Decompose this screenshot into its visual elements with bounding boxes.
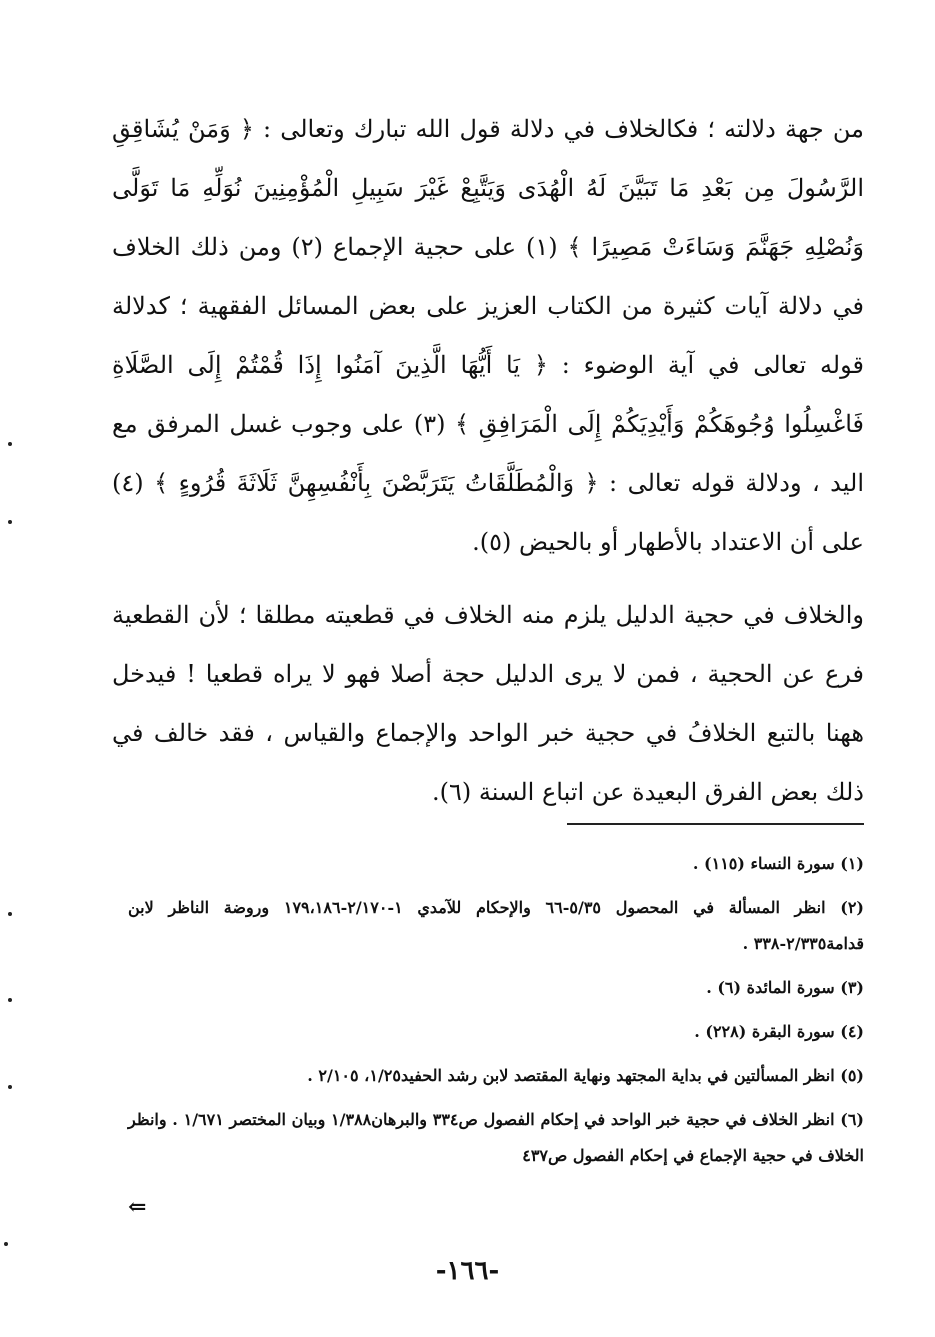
body-paragraph-1: من جهة دلالته ؛ فكالخلاف في دلالة قول الله تبارك وتعالى : ﴿ وَمَنْ يُشَاقِقِ الرَّسُولَ مِن بَعْدِ مَا تَبَيَّنَ لَهُ الْهُدَى وَيَتَّبِعْ غَيْرَ سَبِيلِ الْمُؤْمِنِينَ نُوَلِّهِ مَا تَوَلَّى وَنُصْلِهِ جَهَنَّمَ وَسَاءَتْ مَصِيرًا ﴾ (١) على حجية الإجماع (٢) ومن ذلك الخلاف في دلالة آيات كثيرة من الكتاب العزيز على بعض المسائل الفقهية ؛ كدلالة قوله تعالى في آية الوضوء : ﴿ يَا أَيُّهَا الَّذِينَ آمَنُوا إِذَا قُمْتُمْ إِلَى الصَّلَاةِ فَاغْسِلُوا وُجُوهَكُمْ وَأَيْدِيَكُمْ إِلَى الْمَرَافِقِ ﴾ (٣) على وجوب غسل المرفق مع اليد ، ودلالة قوله تعالى : ﴿ وَالْمُطَلَّقَاتُ يَتَرَبَّصْنَ بِأَنْفُسِهِنَّ ثَلَاثَةَ قُرُوءٍ ﴾ (٤) على أن الاعتداد بالأطهار أو بالحيض (٥). — [112, 115, 865, 556]
footnotes — [128, 846, 864, 1182]
continuation-arrow-icon: ⇐ — [128, 1194, 147, 1220]
page-number: -١٦٦- — [435, 1256, 500, 1286]
scan-speck — [8, 442, 12, 446]
body-text — [112, 100, 864, 822]
footnote-5: (٥) انظر المسألتين في بداية المجتهد ونهاية المقتصد لابن رشد الحفيد١/٢٥، ٢/١٠٥ . — [307, 1066, 864, 1085]
scan-speck — [8, 912, 12, 916]
scan-speck — [8, 998, 12, 1002]
footnote-separator — [567, 823, 864, 825]
scan-speck — [8, 1085, 12, 1089]
footnote-4: (٤) سورة البقرة (٢٢٨) . — [694, 1022, 864, 1041]
footnote-2: (٢) انظر المسألة في المحصول ٥/٣٥-٦٦ والإحكام للآمدي ١-٢/١٧٠-١٧٩،١٨٦ وروضة الناظر لابن قدامة٢/٣٣٥-٣٣٨ . — [128, 898, 864, 953]
scan-speck — [4, 1242, 8, 1246]
footnote-1: (١) سورة النساء (١١٥) . — [692, 854, 864, 873]
footnote-3: (٣) سورة المائدة (٦) . — [706, 978, 864, 997]
scan-speck — [8, 520, 12, 524]
body-paragraph-2: والخلاف في حجية الدليل يلزم منه الخلاف في قطعيته مطلقا ؛ لأن القطعية فرع عن الحجية ، فمن لا يرى الدليل حجة أصلا فهو لا يراه قطعيا ! فيدخل ههنا بالتبع الخلافُ في حجية خبر الواحد والإجماع والقياس ، فقد خالف في ذلك بعض الفرق البعيدة عن اتباع السنة (٦). — [112, 601, 864, 806]
footnote-6: (٦) انظر الخلاف في حجية خبر الواحد في إحكام الفصول ص٣٣٤ والبرهان١/٣٨٨ وبيان المختصر ١/٦٧١ . وانظر الخلاف في حجية الإجماع في إحكام الفصول ص٤٣٧ — [128, 1110, 864, 1165]
